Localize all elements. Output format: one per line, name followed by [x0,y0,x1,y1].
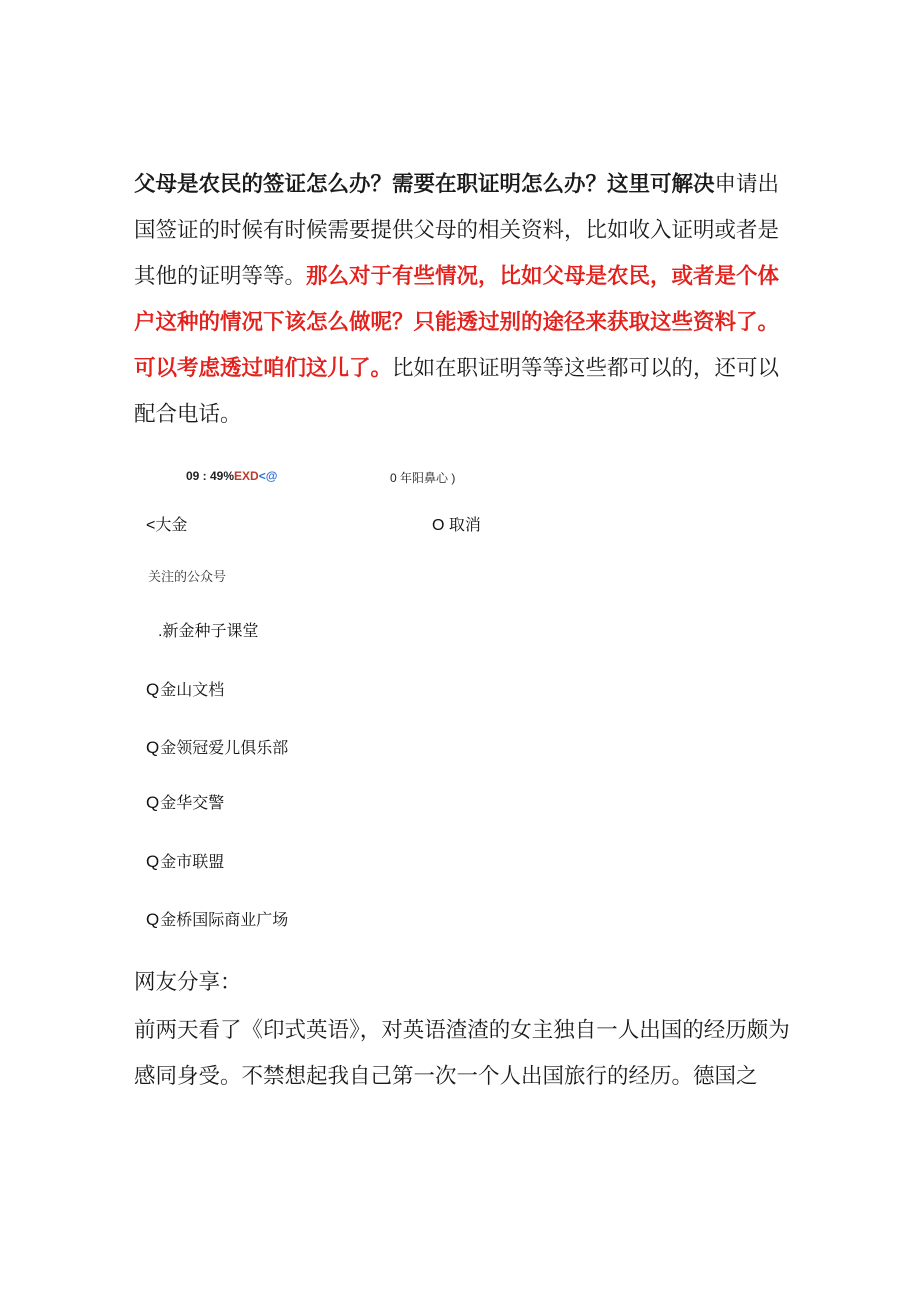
search-result-icon: Q [146,793,160,812]
share-title: 网友分享： [134,970,242,995]
back-button[interactable]: <大金 [146,517,188,534]
cancel-button[interactable] [432,512,481,535]
search-result-icon: Q [146,852,160,871]
list-item-label: 金桥国际商业广场 [160,912,289,929]
search-result-icon: Q [146,910,160,929]
followed-accounts-label: 关注的公众号 [148,569,227,584]
intro-normal-text-2: 比如在职证明等等这些都可以的，还可以配合电话。 [134,356,780,427]
status-bar-right: 0 年阳鼻心 ) [390,471,456,485]
intro-normal-text-1: 申请出国签证的时候有时候需要提供父母的相关资料，比如收入证明或者是其他的证明等等。 [134,172,780,289]
intro-red-text: 那么对于有些情况，比如父母是农民，或者是个体户这种的情况下该怎么做呢？只能透过别的途径来获取这些资料了。可以考虑透过咱们这儿了。 [134,264,780,381]
cancel-prefix: O [432,517,445,534]
list-item-first[interactable]: .新金种子课堂 [158,623,259,640]
list-item[interactable] [146,849,224,872]
list-item[interactable] [146,677,224,700]
status-tail: <@ [258,469,278,483]
status-bar [186,469,277,483]
list-item[interactable] [146,735,288,758]
intro-paragraph [134,162,790,438]
list-item-label: 金华交警 [160,795,225,812]
share-body: 前两天看了《印式英语》，对英语渣渣的女主独自一人出国的经历颇为感同身受。不禁想起我自己第一次一个人出国旅行的经历。德国之 [134,1018,790,1089]
list-item-label: 金市联盟 [160,854,225,871]
cancel-label: 取消 [448,517,481,534]
list-item[interactable] [146,907,288,930]
list-item-label: 金领冠爱儿俱乐部 [160,740,289,757]
status-time: 09 : 49 [186,469,224,483]
search-result-icon: Q [146,738,160,757]
list-item[interactable] [146,790,224,813]
list-item-label: 金山文档 [160,682,225,699]
status-percent: % [223,469,235,483]
status-icons: EXD [234,469,259,483]
search-result-icon: Q [146,680,160,699]
intro-bold-text: 父母是农民的签证怎么办？需要在职证明怎么办？这里可解决 [134,172,715,197]
